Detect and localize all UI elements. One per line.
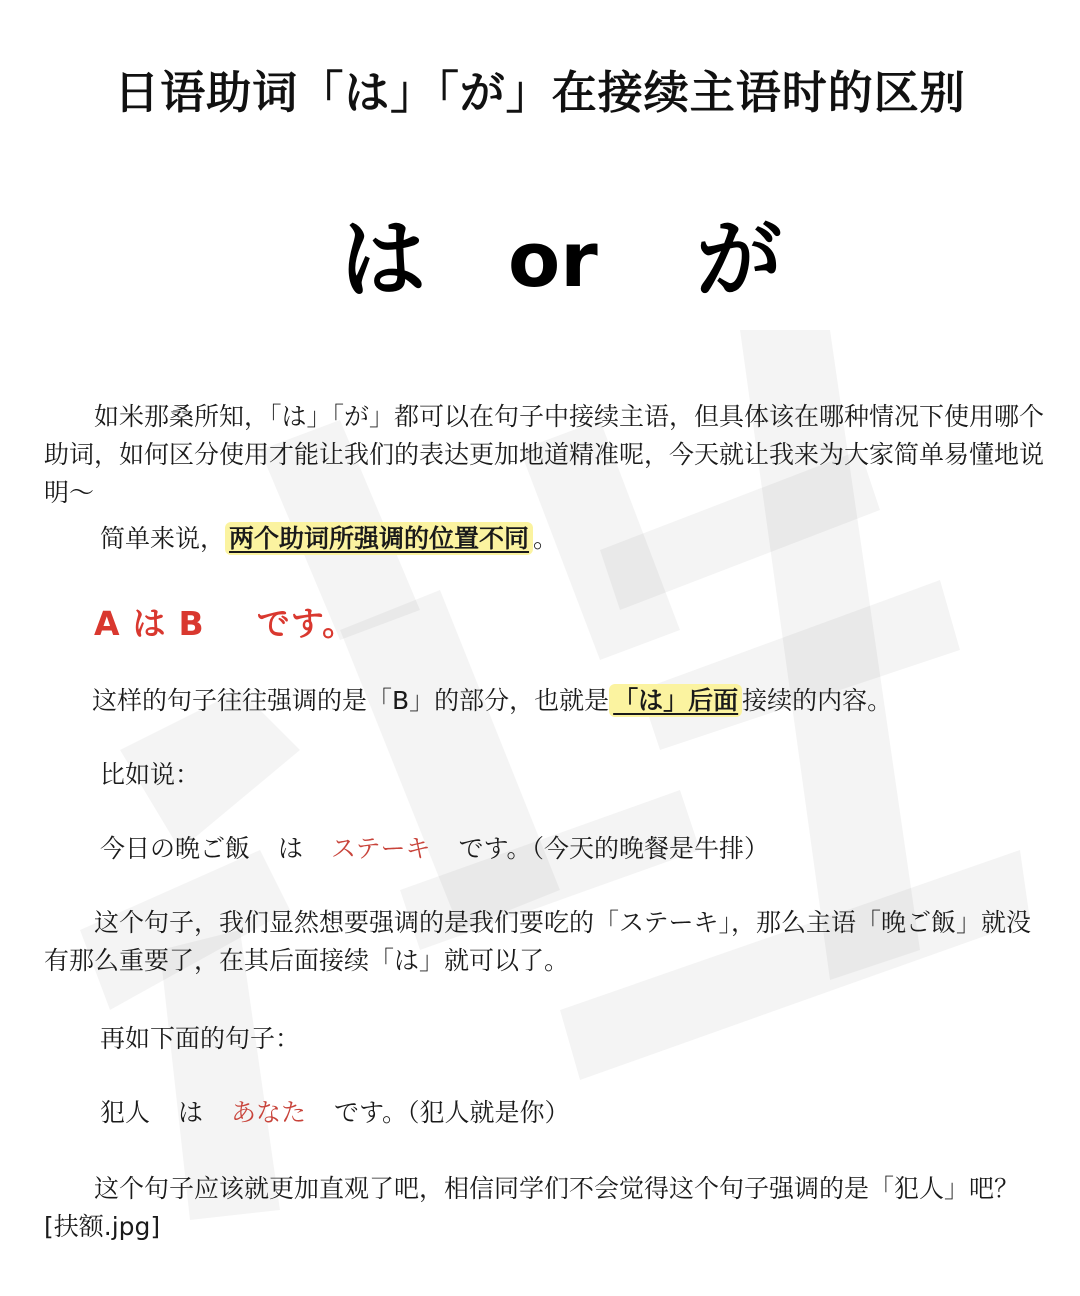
summary-paragraph	[100, 520, 1040, 558]
page-title: 日语助词「は」「が」在接续主语时的区别	[114, 66, 966, 119]
example1-emphasis: ステーキ	[331, 834, 431, 863]
example-intro: 比如说：	[100, 760, 201, 789]
example2-ending: です。（犯人就是你）	[334, 1098, 570, 1127]
formula-a-ha-b-desu	[94, 598, 368, 645]
example2-explanation: 这个句子应该就更加直观了吧，相信同学们不会觉得这个句子强调的是「犯人」吧？ [扶额.jpg]	[44, 1174, 1020, 1241]
headline-or: or	[508, 215, 598, 304]
example2-particle: は	[178, 1098, 204, 1127]
example1-subject: 今日の晩ご飯	[100, 834, 251, 863]
summary-highlight: 两个助词所强调的位置不同	[225, 522, 533, 555]
example2-subject: 犯人	[100, 1098, 151, 1127]
intro-paragraph: 如米那桑所知，「は」「が」都可以在句子中接续主语，但具体该在哪种情况下使用哪个助词，如何区分使用才能让我们的表达更加地道精准呢，今天就让我来为大家简单易懂地说明～	[44, 402, 1045, 507]
formula-b: B	[178, 604, 205, 643]
summary-prefix: 简单来说，	[100, 524, 226, 553]
formula-ha: は	[132, 604, 167, 643]
explanation-suffix: 接续的内容。	[742, 686, 893, 715]
example2-emphasis: あなた	[231, 1098, 307, 1127]
example2-intro: 再如下面的句子：	[100, 1024, 301, 1053]
example2-sentence	[100, 1094, 1080, 1132]
example1-particle: は	[278, 834, 304, 863]
explanation-paragraph	[92, 682, 1052, 720]
example1-sentence	[100, 830, 1080, 868]
formula-desu: です。	[256, 604, 357, 643]
example1-ending: です。（今天的晚餐是牛排）	[458, 834, 770, 863]
headline-ha: は	[340, 210, 426, 310]
formula-a: A	[94, 604, 121, 643]
summary-suffix: 。	[533, 524, 559, 553]
headline-row	[0, 210, 1080, 310]
example1-explanation: 这个句子，我们显然想要强调的是我们要吃的「ステーキ」，那么主语「晚ご飯」就没有那么重要了，在其后面接续「は」就可以了。	[44, 908, 1032, 975]
headline-ga: が	[696, 210, 782, 310]
explanation-prefix: 这样的句子往往强调的是「B」的部分，也就是	[92, 686, 610, 715]
explanation-highlight: 「は」后面	[609, 684, 742, 717]
